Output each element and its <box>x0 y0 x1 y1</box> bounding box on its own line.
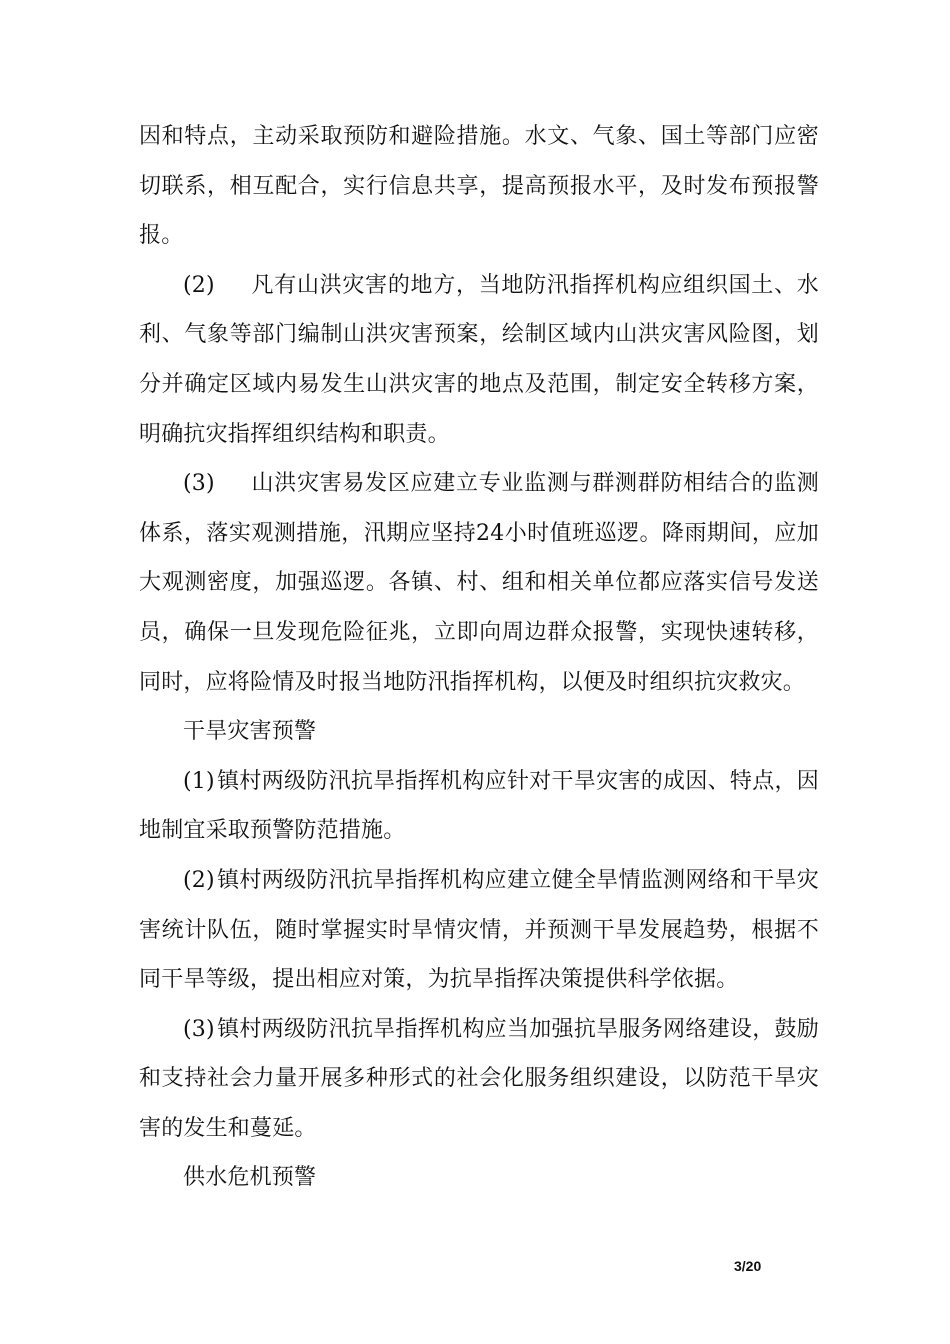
paragraph-mountain-flood-3 <box>139 459 819 707</box>
section-heading-drought <box>139 707 819 757</box>
paragraph-number: (3) <box>183 471 215 497</box>
document-body <box>139 112 819 1203</box>
page-number: 3/20 <box>734 1258 762 1274</box>
paragraph-text: 镇村两级防汛抗旱指挥机构应当加强抗旱服务网络建设，鼓励和支持社会力量开展多种形式的社会化服务组织建设，以防范干旱灾害的发生和蔓延。 <box>139 1016 819 1141</box>
paragraph-mountain-flood-2 <box>139 261 819 459</box>
paragraph-number: (1) <box>183 768 215 794</box>
paragraph-drought-2 <box>139 856 819 1005</box>
paragraph-drought-3 <box>139 1005 819 1154</box>
heading-text: 干旱灾害预警 <box>183 719 317 745</box>
paragraph-text: 因和特点，主动采取预防和避险措施。水文、气象、国土等部门应密切联系，相互配合，实行信息共享，提高预报水平，及时发布预报警报。 <box>139 124 819 249</box>
paragraph-text: 山洪灾害易发区应建立专业监测与群测群防相结合的监测体系，落实观测措施，汛期应坚持24小时值班巡逻。降雨期间，应加大观测密度，加强巡逻。各镇、村、组和相关单位都应落实信号发送员，确保一旦发现危险征兆，立即向周边群众报警，实现快速转移，同时，应将险情及时报当地防汛指挥机构，以便及时组织抗灾救灾。 <box>139 471 819 695</box>
paragraph-number: (2) <box>183 867 215 893</box>
heading-text: 供水危机预警 <box>183 1165 317 1191</box>
paragraph-drought-1 <box>139 757 819 856</box>
paragraph-number: (2) <box>183 272 215 298</box>
section-heading-water-supply <box>139 1153 819 1203</box>
paragraph-text: 镇村两级防汛抗旱指挥机构应建立健全旱情监测网络和干旱灾害统计队伍，随时掌握实时旱情灾情，并预测干旱发展趋势，根据不同干旱等级，提出相应对策，为抗旱指挥决策提供科学依据。 <box>139 867 819 993</box>
paragraph-text: 镇村两级防汛抗旱指挥机构应针对干旱灾害的成因、特点，因地制宜采取预警防范措施。 <box>139 768 819 844</box>
paragraph-number: (3) <box>183 1016 215 1042</box>
paragraph-continuation <box>139 112 819 261</box>
paragraph-text: 凡有山洪灾害的地方，当地防汛指挥机构应组织国土、水利、气象等部门编制山洪灾害预案，绘制区域内山洪灾害风险图，划分并确定区域内易发生山洪灾害的地点及范围，制定安全转移方案，明确抗灾指挥组织结构和职责。 <box>139 272 819 447</box>
